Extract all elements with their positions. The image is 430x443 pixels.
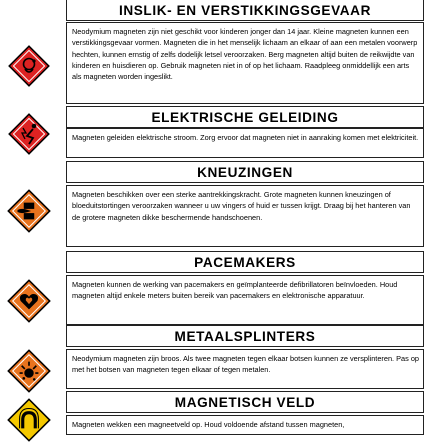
section-title: ELEKTRISCHE GELEIDING	[66, 106, 424, 128]
swallow-hazard-icon	[0, 36, 58, 96]
section-text: Magneten wekken een magneetveld op. Houd voldoende afstand tussen magneten,	[66, 415, 424, 435]
section-title: KNEUZINGEN	[66, 161, 424, 183]
magnetic-field-icon	[0, 400, 58, 440]
section-title: INSLIK- EN VERSTIKKINGSGEVAAR	[66, 0, 424, 21]
section-title: METAALSPLINTERS	[66, 325, 424, 347]
crushing-hand-icon	[0, 180, 58, 242]
pacemaker-heart-icon	[0, 270, 58, 332]
section-title: PACEMAKERS	[66, 251, 424, 273]
metal-splinters-icon	[0, 340, 58, 402]
section-text: Magneten geleiden elektrische stroom. Zorg ervoor dat magneten niet in aanraking komen met elektriciteit.	[66, 128, 424, 158]
section-text: Magneten kunnen de werking van pacemakers en geïmplanteerde defibrillatoren beïnvloeden. Houd magneten altijd enkele meters buiten bereik van pacemakers en elektronische apparatuur.	[66, 275, 424, 325]
section-text: Neodymium magneten zijn broos. Als twee magneten tegen elkaar botsen kunnen ze versplinteren. Pas op met het botsen van magneten tegen elkaar of tegen metalen.	[66, 349, 424, 389]
electric-shock-icon	[0, 111, 58, 157]
section-text: Neodymium magneten zijn niet geschikt voor kinderen jonger dan 14 jaar. Kleine magneten kunnen een verstikkingsgevaar vormen. Magneten die in het menselijk lichaam an elkaar of aan een metalen voorwerp hechten, kunnen ernstig of zelfs dodelijk letsel veroorzaken. Berg magneten altijd buiten de reikwijdte van kinderen en huisdieren op. Gebruik magneten niet in of op het lichaam. Raadpleeg onmiddellijk een arts als magneten worden ingeslikt.	[66, 22, 424, 104]
section-title: MAGNETISCH VELD	[66, 391, 424, 413]
section-text: Magneten beschikken over een sterke aantrekkingskracht. Grote magneten kunnen kneuzingen of bloeduitstortingen veroorzaken wanneer u uw vingers of huid er tussen krijgt. Draag bij het hanteren van de grotere magneten dikke beschermende handschoenen.	[66, 185, 424, 247]
